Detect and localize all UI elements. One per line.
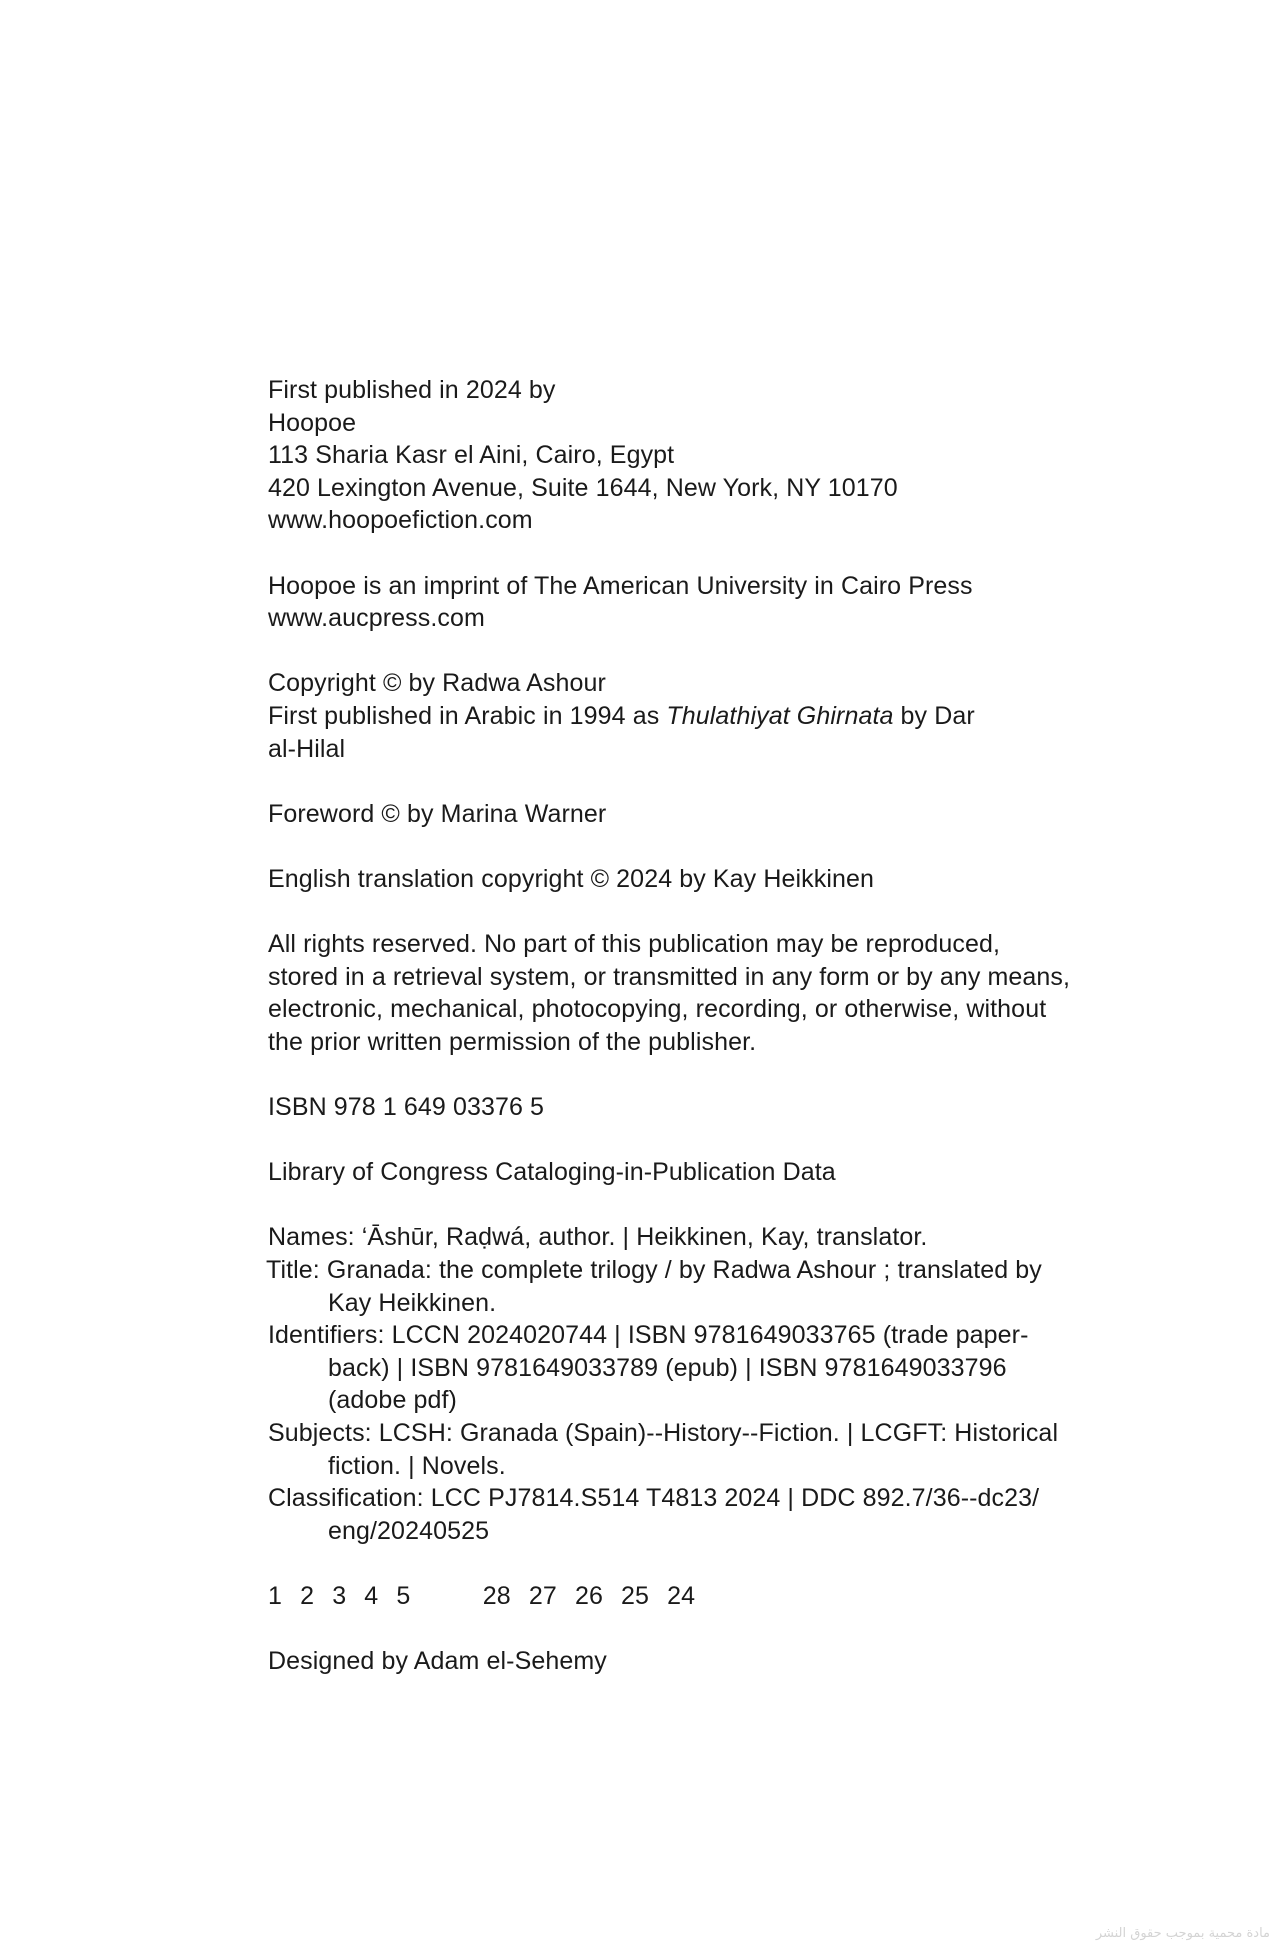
foreword-copyright: Foreword © by Marina Warner [268, 799, 607, 828]
publisher-address-cairo: 113 Sharia Kasr el Aini, Cairo, Egypt [268, 441, 675, 470]
publisher-address-new-york: 420 Lexington Avenue, Suite 1644, New York, NY 10170 [268, 473, 898, 502]
cip-subjects: Subjects: LCSH: Granada (Spain)--History--Fiction. | LCGFT: Historical [268, 1419, 1059, 1447]
cip-identifiers-continued: (adobe pdf) [328, 1386, 457, 1415]
cip-classification: Classification: LCC PJ7814.S514 T4813 2024 | DDC 892.7/36--dc23/ [268, 1484, 1040, 1513]
translation-copyright: English translation copyright © 2024 by Kay Heikkinen [268, 864, 874, 893]
publisher-block [268, 374, 1128, 537]
arabic-publisher: al-Hilal [268, 734, 346, 763]
isbn: ISBN 978 1 649 03376 5 [268, 1093, 545, 1122]
copyright-line: Copyright © by Radwa Ashour [268, 669, 606, 698]
cip-identifiers-continued: back) | ISBN 9781649033789 (epub) | ISBN 9781649033796 [328, 1353, 1007, 1382]
cip-classification-continued: eng/20240525 [328, 1516, 490, 1545]
publisher-website: www.hoopoefiction.com [268, 506, 533, 535]
rights-line: All rights reserved. No part of this publication may be reproduced, [268, 930, 1001, 959]
publisher-line: First published in 2024 by [268, 376, 556, 404]
rights-line: the prior written permission of the publisher. [268, 1027, 757, 1056]
copyright-page [268, 374, 1128, 1678]
imprint-statement: Hoopoe is an imprint of The American University in Cairo Press [268, 571, 973, 600]
copyright-block [268, 667, 1128, 765]
cip-data [268, 1221, 1128, 1547]
rights-line: stored in a retrieval system, or transmitted in any form or by any means, [268, 962, 1071, 991]
designer-credit: Designed by Adam el-Sehemy [268, 1647, 607, 1676]
imprint-block [268, 570, 1128, 635]
cip-names: Names: ‘Āshūr, Raḍwá, author. | Heikkinen, Kay, translator. [268, 1223, 928, 1252]
copyright-watermark: مادة محمية بموجب حقوق النشر [1095, 1926, 1270, 1941]
arabic-publication-prefix: First published in Arabic in 1994 as [268, 701, 667, 730]
cip-subjects-continued: fiction. | Novels. [328, 1451, 506, 1480]
publisher-name: Hoopoe [268, 408, 357, 437]
loc-heading: Library of Congress Cataloging-in-Publication Data [268, 1158, 836, 1187]
arabic-publication-suffix: by Dar [893, 701, 975, 730]
cip-title: Title: Granada: the complete trilogy / by Radwa Ashour ; translated by [266, 1256, 1042, 1285]
printing-line: 1 2 3 4 5 28 27 26 25 24 [268, 1581, 696, 1610]
imprint-website: www.aucpress.com [268, 604, 485, 633]
arabic-publication-line [268, 700, 1128, 733]
original-title: Thulathiyat Ghirnata [666, 701, 894, 730]
rights-line: electronic, mechanical, photocopying, recording, or otherwise, without [268, 995, 1047, 1024]
rights-statement [268, 928, 1128, 1058]
cip-identifiers: Identifiers: LCCN 2024020744 | ISBN 9781649033765 (trade paper- [268, 1321, 1029, 1350]
cip-title-continued: Kay Heikkinen. [328, 1288, 497, 1317]
